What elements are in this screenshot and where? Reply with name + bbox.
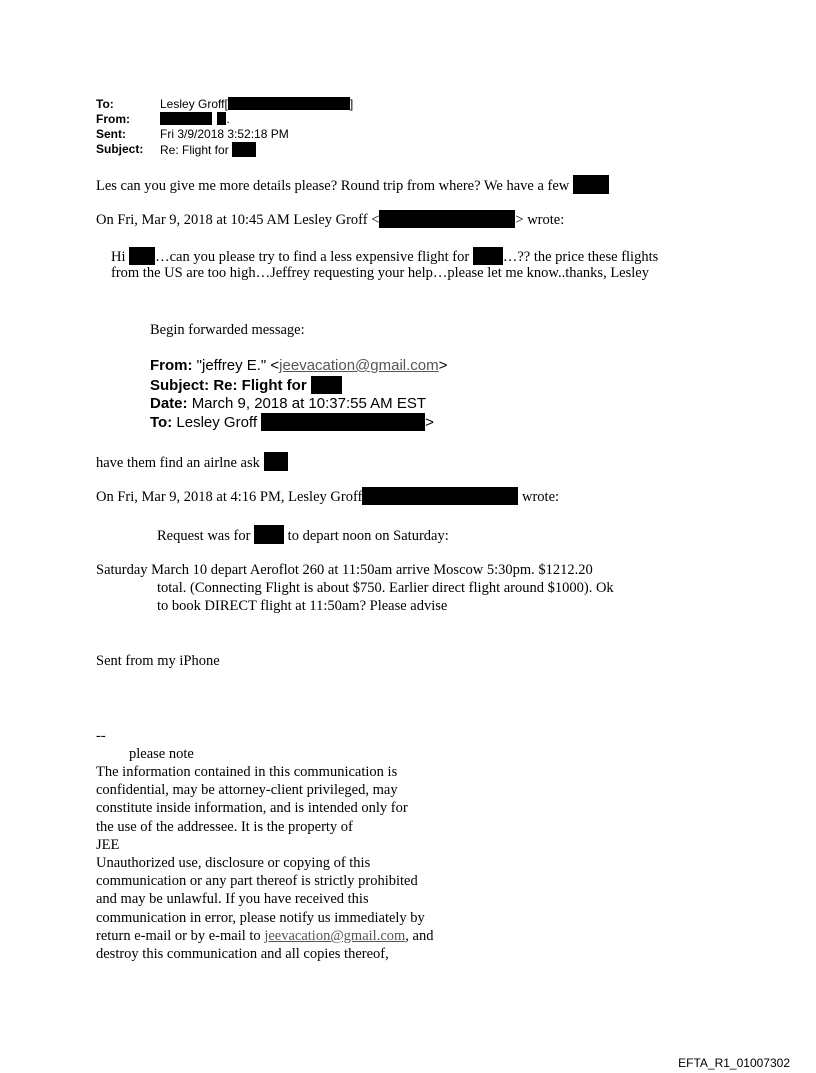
subject-label: Subject:: [96, 142, 144, 156]
fwd-from: [150, 357, 447, 374]
airline-text: have them find an airlne ask: [96, 455, 260, 471]
redaction-block: [254, 525, 284, 544]
disclaimer-line: communication in error, please notify us immediately by: [96, 910, 425, 926]
disclaimer-line: communication or any part thereof is strictly prohibited: [96, 873, 418, 889]
fwd-date-value: March 9, 2018 at 10:37:55 AM EST: [191, 395, 426, 412]
quote-header-2: [96, 487, 559, 506]
redaction-block: [473, 247, 503, 265]
hi-text: …?? the price these flights: [502, 249, 659, 265]
subject-value: [160, 142, 256, 157]
sent-value: Fri 3/9/2018 3:52:18 PM: [160, 127, 289, 141]
disclaimer-line: confidential, may be attorney-client privileged, may: [96, 782, 398, 798]
disclaimer-line: Unauthorized use, disclosure or copying of this: [96, 855, 371, 871]
redaction-block: [228, 97, 350, 110]
fwd-from-name: "jeffrey E." <: [196, 357, 280, 374]
fwd-date: [150, 395, 426, 412]
quote-header-text: On Fri, Mar 9, 2018 at 10:45 AM Lesley Groff <: [96, 212, 380, 228]
redaction-block: [261, 413, 425, 431]
disclaimer-line: the use of the addressee. It is the property of: [96, 819, 353, 835]
hi-text: …can you please try to find a less expensive flight for: [155, 249, 470, 265]
quote-header-text: > wrote:: [515, 212, 565, 228]
to-close: ]: [349, 97, 354, 111]
disclaimer-text: return e-mail or by e-mail to: [96, 928, 265, 944]
redaction-block: [311, 376, 342, 394]
begin-forwarded: Begin forwarded message:: [150, 322, 305, 338]
redaction-block: [362, 487, 518, 505]
disclaimer-line: The information contained in this communication is: [96, 764, 398, 780]
disclaimer-line: constitute inside information, and is intended only for: [96, 800, 408, 816]
quote-header-text: On Fri, Mar 9, 2018 at 4:16 PM, Lesley Groff: [96, 489, 363, 505]
subject-text: Re: Flight for: [160, 143, 229, 157]
saturday-line-1: Saturday March 10 depart Aeroflot 260 at 11:50am arrive Moscow 5:30pm. $1212.20: [96, 562, 593, 578]
hi-line-2: from the US are too high…Jeffrey requesting your help…please let me know..thanks, Lesley: [111, 265, 649, 281]
fwd-subject-label: Subject: Re: Flight for: [150, 377, 307, 394]
disclaimer-line: destroy this communication and all copies thereof,: [96, 946, 389, 962]
email-link[interactable]: jeevacation@gmail.com: [279, 357, 439, 374]
signature-dashes: --: [96, 728, 106, 744]
fwd-to-label: To:: [150, 414, 173, 431]
message-text: Les can you give me more details please? Round trip from where? We have a few: [96, 178, 570, 194]
fwd-to: [150, 413, 434, 431]
airline-line: [96, 452, 288, 472]
message-line: [96, 175, 609, 195]
fwd-to-close: >: [425, 414, 434, 431]
from-value: [160, 112, 230, 126]
hi-text: Hi: [111, 249, 126, 265]
fwd-from-label: From:: [150, 357, 193, 374]
quote-header-text: wrote:: [521, 489, 560, 505]
request-line: [157, 525, 449, 545]
fwd-to-value: Lesley Groff: [176, 414, 257, 431]
disclaimer-text: , and: [405, 928, 434, 944]
redaction-block: [129, 247, 155, 265]
fwd-subject: [150, 376, 342, 394]
to-value: [160, 97, 353, 111]
redaction-block: [573, 175, 609, 194]
email-link[interactable]: jeevacation@gmail.com: [264, 928, 406, 944]
redaction-block: [217, 112, 226, 125]
saturday-line-3: to book DIRECT flight at 11:50am? Please advise: [157, 598, 448, 614]
hi-line: [111, 247, 658, 266]
redaction-block: [232, 142, 256, 157]
request-text: to depart noon on Saturday:: [287, 528, 449, 544]
redaction-block: [264, 452, 288, 471]
from-label: From:: [96, 112, 130, 126]
sent-label: Sent:: [96, 127, 126, 141]
saturday-line-2: total. (Connecting Flight is about $750. Earlier direct flight around $1000). Ok: [157, 580, 614, 596]
to-name: Lesley Groff[: [160, 97, 228, 111]
fwd-date-label: Date:: [150, 395, 188, 412]
please-note: please note: [129, 746, 194, 762]
redaction-block: [160, 112, 212, 125]
disclaimer-line: JEE: [96, 837, 120, 853]
to-label: To:: [96, 97, 114, 111]
request-text: Request was for: [157, 528, 251, 544]
disclaimer-line: and may be unlawful. If you have received this: [96, 891, 369, 907]
redaction-block: [379, 210, 515, 228]
document-id: EFTA_R1_01007302: [678, 1056, 790, 1070]
quote-header-1: [96, 210, 564, 229]
disclaimer-return-line: [96, 927, 433, 945]
fwd-from-close: >: [438, 357, 448, 374]
sent-from: Sent from my iPhone: [96, 653, 220, 669]
from-dot: .: [226, 112, 230, 126]
